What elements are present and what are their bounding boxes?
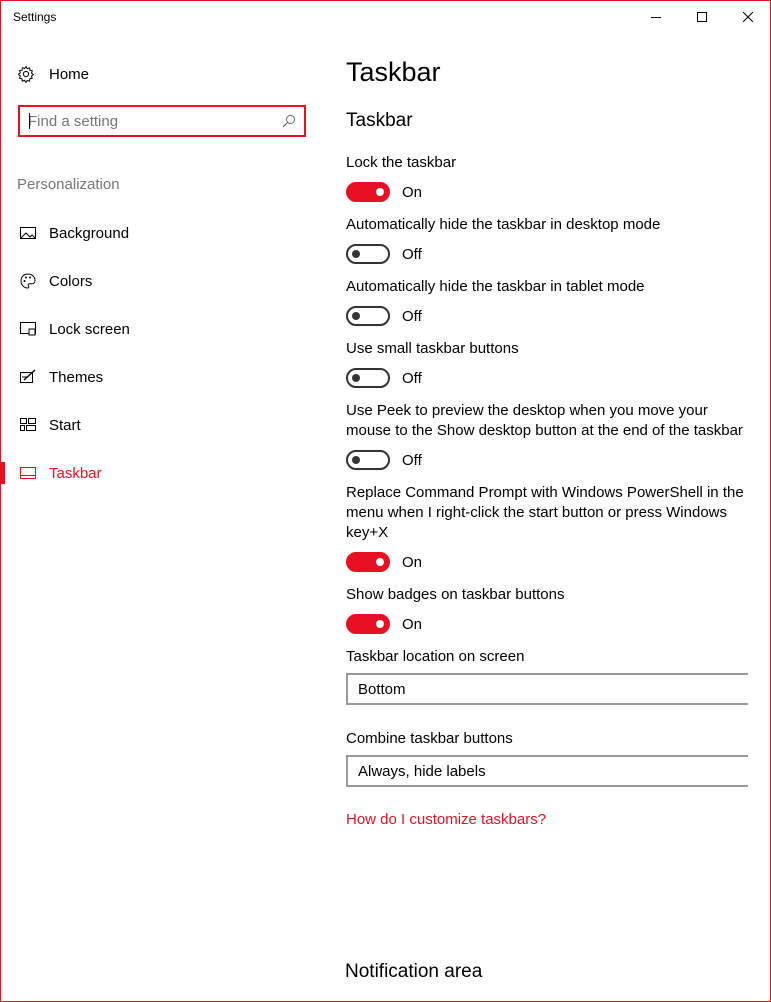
close-icon bbox=[743, 12, 753, 22]
badges-toggle[interactable] bbox=[346, 614, 390, 634]
start-icon bbox=[19, 416, 37, 434]
minimize-icon bbox=[651, 12, 661, 22]
toggle-knob bbox=[352, 374, 360, 382]
toggle-state: Off bbox=[402, 369, 422, 387]
title-bar bbox=[1, 1, 770, 33]
sidebar-item-label: Background bbox=[49, 224, 130, 242]
sidebar-item-themes[interactable] bbox=[1, 353, 321, 401]
toggle-state: On bbox=[402, 553, 423, 571]
sidebar-item-taskbar[interactable] bbox=[1, 449, 321, 497]
page-title: Taskbar bbox=[346, 57, 441, 87]
picture-icon bbox=[19, 224, 37, 242]
setting-lock-taskbar bbox=[346, 153, 756, 203]
small-buttons-toggle[interactable] bbox=[346, 368, 390, 388]
maximize-icon bbox=[697, 12, 707, 22]
toggle-knob bbox=[352, 312, 360, 320]
toggle-state: Off bbox=[402, 451, 422, 469]
home-nav-item[interactable] bbox=[17, 62, 89, 86]
setting-label: Lock the taskbar bbox=[346, 154, 457, 171]
palette-icon bbox=[19, 272, 37, 290]
taskbar-location-dropdown[interactable] bbox=[346, 673, 748, 705]
setting-powershell bbox=[346, 483, 756, 573]
section-title-taskbar: Taskbar bbox=[346, 110, 413, 131]
toggle-state: Off bbox=[402, 307, 422, 325]
setting-label: Use small taskbar buttons bbox=[346, 340, 519, 357]
setting-small-buttons bbox=[346, 339, 756, 389]
sidebar-item-label: Themes bbox=[49, 368, 104, 386]
taskbar-icon bbox=[19, 464, 37, 482]
setting-label: Automatically hide the taskbar in desktop mode bbox=[346, 216, 661, 233]
close-button[interactable] bbox=[725, 1, 771, 33]
main-content bbox=[346, 33, 766, 1001]
sidebar-item-colors[interactable] bbox=[1, 257, 321, 305]
nav-list bbox=[1, 209, 321, 497]
autohide-tablet-toggle[interactable] bbox=[346, 306, 390, 326]
combine-buttons-label: Combine taskbar buttons bbox=[346, 730, 513, 747]
dropdown-value: Bottom bbox=[358, 680, 406, 698]
customize-taskbars-link[interactable]: How do I customize taskbars? bbox=[346, 811, 547, 828]
combine-buttons-setting bbox=[346, 729, 756, 787]
setting-peek bbox=[346, 401, 756, 471]
toggle-knob bbox=[352, 250, 360, 258]
setting-label: Show badges on taskbar buttons bbox=[346, 586, 565, 603]
search-input[interactable] bbox=[28, 112, 276, 130]
text-caret bbox=[29, 113, 30, 129]
window-title: Settings bbox=[13, 10, 57, 24]
toggle-state: On bbox=[402, 183, 423, 201]
sidebar bbox=[1, 33, 321, 1001]
themes-icon bbox=[19, 368, 37, 386]
lock-taskbar-toggle[interactable] bbox=[346, 182, 390, 202]
toggle-state: Off bbox=[402, 245, 422, 263]
setting-autohide-desktop bbox=[346, 215, 756, 265]
sidebar-item-background[interactable] bbox=[1, 209, 321, 257]
dropdown-value: Always, hide labels bbox=[358, 762, 486, 780]
combine-buttons-dropdown[interactable] bbox=[346, 755, 748, 787]
settings-list bbox=[346, 153, 756, 829]
maximize-button[interactable] bbox=[679, 1, 725, 33]
sidebar-item-label: Colors bbox=[49, 272, 93, 290]
gear-icon bbox=[17, 65, 35, 83]
setting-label: Use Peek to preview the desktop when you move your mouse to the Show desktop button at the end of the taskbar bbox=[346, 402, 743, 439]
setting-autohide-tablet bbox=[346, 277, 756, 327]
sidebar-item-lock-screen[interactable] bbox=[1, 305, 321, 353]
toggle-knob bbox=[376, 620, 384, 628]
toggle-state: On bbox=[402, 615, 423, 633]
sidebar-item-label: Lock screen bbox=[49, 320, 130, 338]
search-icon[interactable] bbox=[282, 114, 296, 128]
setting-label: Automatically hide the taskbar in tablet mode bbox=[346, 278, 645, 295]
autohide-desktop-toggle[interactable] bbox=[346, 244, 390, 264]
section-title-notification-area: Notification area bbox=[345, 961, 483, 982]
toggle-knob bbox=[352, 456, 360, 464]
taskbar-location-label: Taskbar location on screen bbox=[346, 648, 525, 665]
minimize-button[interactable] bbox=[633, 1, 679, 33]
setting-badges bbox=[346, 585, 756, 635]
sidebar-item-label: Taskbar bbox=[49, 464, 102, 482]
taskbar-location-setting bbox=[346, 647, 756, 705]
section-label-personalization: Personalization bbox=[17, 176, 120, 193]
peek-toggle[interactable] bbox=[346, 450, 390, 470]
home-label: Home bbox=[49, 65, 90, 83]
lock-screen-icon bbox=[19, 320, 37, 338]
toggle-knob bbox=[376, 558, 384, 566]
sidebar-item-label: Start bbox=[49, 416, 81, 434]
powershell-toggle[interactable] bbox=[346, 552, 390, 572]
sidebar-item-start[interactable] bbox=[1, 401, 321, 449]
search-box[interactable] bbox=[18, 105, 306, 137]
setting-label: Replace Command Prompt with Windows PowerShell in the menu when I right-click the start button or press Windows key+X bbox=[346, 484, 744, 541]
toggle-knob bbox=[376, 188, 384, 196]
